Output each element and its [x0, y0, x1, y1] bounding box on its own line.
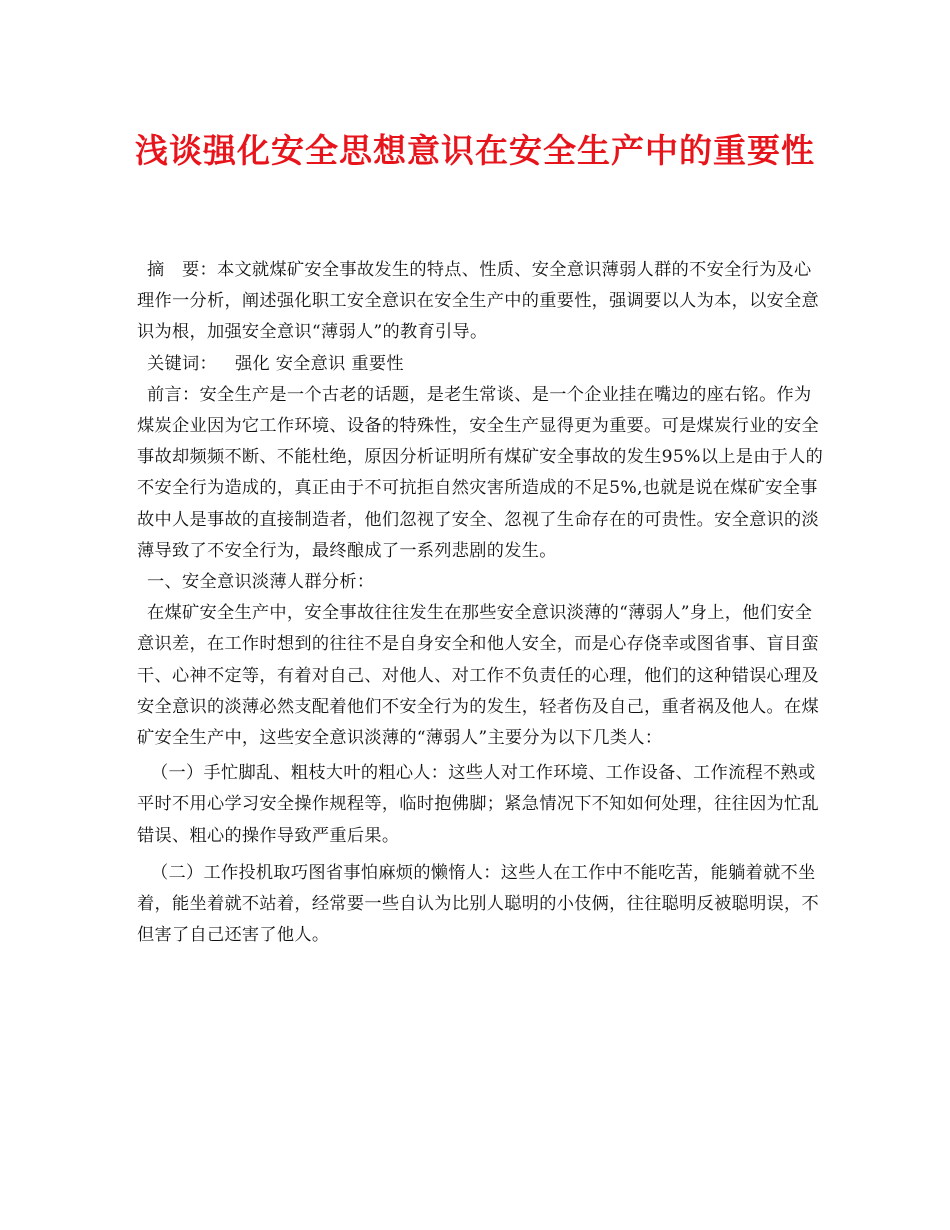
abstract-paragraph: 摘 要：本文就煤矿安全事故发生的特点、性质、安全意识薄弱人群的不安全行为及心理作一分析，阐述强化职工安全意识在安全生产中的重要性，强调要以人为本，以安全意识为根，加强安全意识“薄弱人”的教育引导。: [137, 260, 820, 343]
section-heading: 一、安全意识淡薄人群分析：: [147, 572, 375, 593]
keywords-line: [137, 349, 827, 380]
list-item: （二）工作投机取巧图省事怕麻烦的懒惰人：这些人在工作中不能吃苦，能躺着就不坐着，能坐着就不站着，经常要一些自认为比别人聪明的小伎俩，往往聪明反被聪明误，不但害了自己还害了他人。: [137, 862, 820, 946]
document-title: 浅谈强化安全思想意识在安全生产中的重要性: [135, 131, 815, 170]
keywords-value: 强化 安全意识 重要性: [234, 353, 404, 374]
section-paragraph: 在煤矿安全生产中，安全事故往往发生在那些安全意识淡薄的“薄弱人”身上，他们安全意识差，在工作时想到的往往不是自身安全和他人安全，而是心存侥幸或图省事、盲目蛮干、心神不定等，有着对自己、对他人、对工作不负责任的心理，他们的这种错误心理及安全意识的淡薄必然支配着他们不安全行为的发生，轻者伤及自己，重者祸及他人。在煤矿安全生产中，这些安全意识淡薄的“薄弱人”主要分为以下几类人：: [137, 603, 820, 749]
document-body: [137, 255, 827, 951]
list-item: （一）手忙脚乱、粗枝大叶的粗心人：这些人对工作环境、工作设备、工作流程不熟或平时不用心学习安全操作规程等，临时抱佛脚；紧急情况下不知如何处理，往往因为忙乱错误、粗心的操作导致严重后果。: [137, 763, 820, 846]
keywords-label: 关键词：: [147, 353, 217, 374]
preface-paragraph: 前言：安全生产是一个古老的话题，是老生常谈、是一个企业挂在嘴边的座右铭。作为煤炭企业因为它工作环境、设备的特殊性，安全生产显得更为重要。可是煤炭行业的安全事故却频频不断、不能杜绝，原因分析证明所有煤矿安全事故的发生95%以上是由于人的不安全行为造成的，真正由于不可抗拒自然灾害所造成的不足5%,也就是说在煤矿安全事故中人是事故的直接制造者，他们忽视了安全、忽视了生命存在的可贵性。安全意识的淡薄导致了不安全行为，最终酿成了一系列悲剧的发生。: [137, 384, 824, 561]
